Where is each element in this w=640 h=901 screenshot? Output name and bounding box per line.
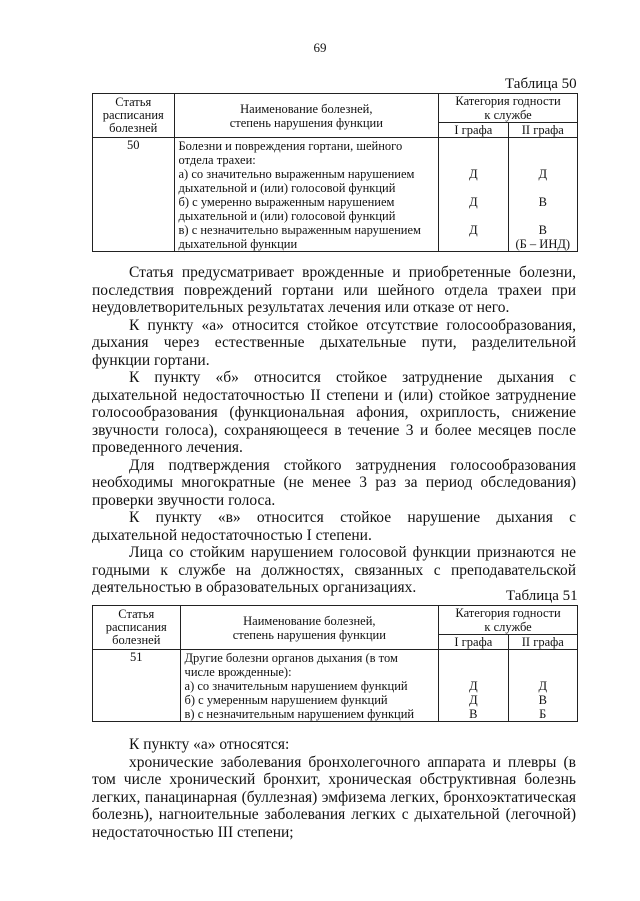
header-graph-1: I графа: [439, 123, 508, 138]
header-graph-2: II графа: [508, 123, 577, 138]
cell-g1: В: [439, 707, 508, 722]
cell-g1: Д: [439, 679, 508, 693]
cell-g2: Д: [508, 679, 577, 693]
header-disease-name: Наименование болезней, степень нарушения функции: [174, 94, 439, 138]
header-category: Категория годности к службе: [439, 94, 578, 123]
article-number: 50: [93, 138, 175, 252]
header-graph-1: I графа: [439, 635, 508, 650]
paragraph: К пункту «а» относится стойкое отсутствие голосообразования, дыхания через естественные дыхательные пути, разделительной функции гортани.: [92, 316, 576, 369]
cell-g1: Д: [439, 167, 508, 195]
table-row: а) со значительно выраженным нарушением дыхательной и (или) голосовой функций Д Д: [93, 167, 578, 195]
paragraph: Для подтверждения стойкого затруднения голосообразования необходимы многократные (не менее 3 раз за период обследования) проверки звучности голоса.: [92, 456, 576, 509]
table-row: в) с незначительно выраженным нарушением дыхательной функции Д В (Б – ИНД): [93, 223, 578, 252]
header-graph-2: II графа: [508, 635, 577, 650]
table-50-caption: Таблица 50: [505, 76, 577, 92]
table-row: а) со значительным нарушением функций Д Д: [93, 679, 578, 693]
table-row: 51 Другие болезни органов дыхания (в том числе врожденные):: [93, 650, 578, 680]
table-row: 50 Болезни и повреждения гортани, шейного отдела трахеи:: [93, 138, 578, 168]
body-text-2: [92, 736, 576, 841]
header-category: Категория годности к службе: [439, 606, 578, 635]
table-51-caption: Таблица 51: [506, 588, 578, 604]
header-article: Статья расписания болезней: [93, 606, 181, 650]
paragraph: хронические заболевания бронхолегочного аппарата и плевры (в том числе хронический бронхит, хроническая обструктивная болезнь легких, панацинарная (буллезная) эмфизема легких, бронхоэктатическая болезнь), нагноительные заболевания легких с дыхательной (легочной) недостаточностью III степени;: [92, 753, 576, 841]
cell-g1: Д: [439, 693, 508, 707]
cell-g1: Д: [439, 223, 508, 252]
cell-g2: Б: [508, 707, 577, 722]
article-number: 51: [93, 650, 181, 722]
table-50: [92, 93, 578, 252]
header-disease-name: Наименование болезней, степень нарушения функции: [180, 606, 439, 650]
paragraph: К пункту «б» относится стойкое затруднение дыхания с дыхательной недостаточностью II степени и (или) стойкое затруднение голосообразования (функциональная афония, охриплость, снижение звучности голоса), сохраняющееся в течение 3 и более месяцев после проведенного лечения.: [92, 369, 576, 456]
body-text-1: [92, 264, 576, 597]
table-51: [92, 605, 578, 722]
table-row: б) с умеренно выраженным нарушением дыхательной и (или) голосовой функций Д В: [93, 195, 578, 223]
cell-g1: Д: [439, 195, 508, 223]
table-row: б) с умеренным нарушением функций Д В: [93, 693, 578, 707]
paragraph: Лица со стойким нарушением голосовой функции признаются не годными к службе на должностях, связанных с преподавательской деятельностью в образовательных организациях.: [92, 544, 576, 596]
paragraph: К пункту «в» относится стойкое нарушение дыхания с дыхательной недостаточностью I степени.: [92, 509, 576, 544]
cell-g2: В: [508, 693, 577, 707]
cell-g2: В: [508, 195, 577, 223]
cell-g2: Д: [508, 167, 577, 195]
paragraph: К пункту «а» относятся:: [129, 736, 290, 753]
cell-g2: В (Б – ИНД): [508, 223, 577, 252]
paragraph: Статья предусматривает врожденные и приобретенные болезни, последствия повреждений гортани или шейного отдела трахеи при неудовлетворительных результатах лечения или отказе от него.: [92, 264, 576, 316]
page-number: 69: [313, 40, 327, 55]
table-row: в) с незначительным нарушением функций В Б: [93, 707, 578, 722]
header-article: Статья расписания болезней: [93, 94, 175, 138]
